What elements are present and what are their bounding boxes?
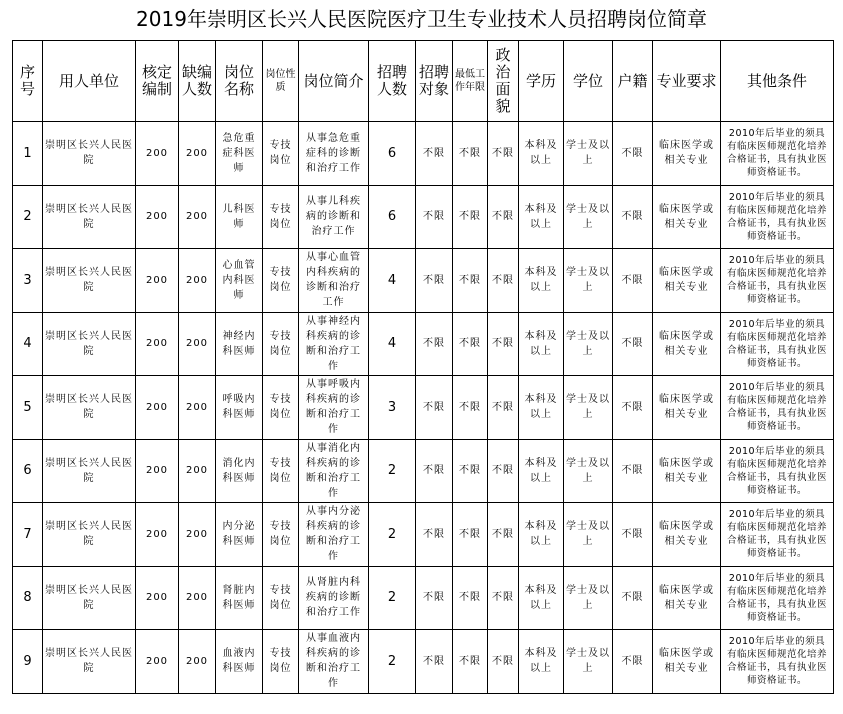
cell-vacancy: 200 — [179, 439, 216, 503]
cell-hukou: 不限 — [613, 249, 653, 313]
cell-post: 儿科医师 — [216, 185, 263, 249]
cell-other: 2010年后毕业的须具有临床医师规范化培养合格证书，具有执业医师资格证书。 — [721, 312, 834, 376]
cell-no: 7 — [13, 503, 43, 567]
cell-count: 2 — [369, 630, 416, 694]
cell-education: 本科及以上 — [519, 566, 564, 630]
cell-education: 本科及以上 — [519, 503, 564, 567]
cell-political: 不限 — [488, 312, 519, 376]
cell-vacancy: 200 — [179, 503, 216, 567]
header-row — [13, 41, 834, 122]
cell-years: 不限 — [453, 376, 488, 440]
cell-intro: 从肾脏内科疾病的诊断和治疗工作 — [299, 566, 369, 630]
table-row — [13, 630, 834, 694]
cell-education: 本科及以上 — [519, 376, 564, 440]
cell-post: 血液内科医师 — [216, 630, 263, 694]
cell-education: 本科及以上 — [519, 249, 564, 313]
cell-count: 6 — [369, 185, 416, 249]
cell-political: 不限 — [488, 185, 519, 249]
column-header: 岗位名称 — [216, 41, 263, 122]
cell-quota: 200 — [136, 630, 179, 694]
cell-unit: 崇明区长兴人民医院 — [43, 122, 136, 186]
table-row — [13, 249, 834, 313]
cell-hukou: 不限 — [613, 630, 653, 694]
cell-years: 不限 — [453, 630, 488, 694]
cell-hukou: 不限 — [613, 503, 653, 567]
column-header: 招聘对象 — [416, 41, 453, 122]
cell-target: 不限 — [416, 122, 453, 186]
cell-political: 不限 — [488, 376, 519, 440]
cell-degree: 学士及以上 — [564, 122, 613, 186]
cell-years: 不限 — [453, 122, 488, 186]
cell-post: 消化内科医师 — [216, 439, 263, 503]
cell-nature: 专技岗位 — [263, 312, 299, 376]
cell-nature: 专技岗位 — [263, 376, 299, 440]
cell-quota: 200 — [136, 122, 179, 186]
cell-no: 6 — [13, 439, 43, 503]
cell-no: 1 — [13, 122, 43, 186]
cell-intro: 从事内分泌科疾病的诊断和治疗工作 — [299, 503, 369, 567]
cell-target: 不限 — [416, 566, 453, 630]
cell-intro: 从事神经内科疾病的诊断和治疗工作 — [299, 312, 369, 376]
cell-quota: 200 — [136, 376, 179, 440]
recruitment-table — [12, 40, 834, 694]
table-row — [13, 376, 834, 440]
cell-degree: 学士及以上 — [564, 249, 613, 313]
cell-no: 4 — [13, 312, 43, 376]
column-header: 序号 — [13, 41, 43, 122]
cell-unit: 崇明区长兴人民医院 — [43, 630, 136, 694]
cell-nature: 专技岗位 — [263, 249, 299, 313]
cell-quota: 200 — [136, 439, 179, 503]
cell-quota: 200 — [136, 185, 179, 249]
cell-hukou: 不限 — [613, 312, 653, 376]
cell-degree: 学士及以上 — [564, 439, 613, 503]
cell-other: 2010年后毕业的须具有临床医师规范化培养合格证书，具有执业医师资格证书。 — [721, 566, 834, 630]
cell-degree: 学士及以上 — [564, 630, 613, 694]
cell-intro: 从事儿科疾病的诊断和治疗工作 — [299, 185, 369, 249]
cell-nature: 专技岗位 — [263, 185, 299, 249]
cell-nature: 专技岗位 — [263, 503, 299, 567]
cell-years: 不限 — [453, 566, 488, 630]
cell-post: 呼吸内科医师 — [216, 376, 263, 440]
cell-target: 不限 — [416, 185, 453, 249]
cell-major: 临床医学或相关专业 — [653, 566, 721, 630]
cell-other: 2010年后毕业的须具有临床医师规范化培养合格证书，具有执业医师资格证书。 — [721, 122, 834, 186]
cell-count: 3 — [369, 376, 416, 440]
column-header: 岗位性质 — [263, 41, 299, 122]
cell-nature: 专技岗位 — [263, 439, 299, 503]
cell-count: 2 — [369, 439, 416, 503]
cell-post: 肾脏内科医师 — [216, 566, 263, 630]
cell-vacancy: 200 — [179, 566, 216, 630]
cell-vacancy: 200 — [179, 376, 216, 440]
cell-count: 4 — [369, 312, 416, 376]
cell-political: 不限 — [488, 439, 519, 503]
column-header: 核定编制 — [136, 41, 179, 122]
cell-other: 2010年后毕业的须具有临床医师规范化培养合格证书，具有执业医师资格证书。 — [721, 376, 834, 440]
cell-other: 2010年后毕业的须具有临床医师规范化培养合格证书，具有执业医师资格证书。 — [721, 185, 834, 249]
cell-political: 不限 — [488, 122, 519, 186]
cell-vacancy: 200 — [179, 630, 216, 694]
cell-years: 不限 — [453, 439, 488, 503]
table-row — [13, 503, 834, 567]
cell-unit: 崇明区长兴人民医院 — [43, 185, 136, 249]
cell-major: 临床医学或相关专业 — [653, 503, 721, 567]
cell-education: 本科及以上 — [519, 185, 564, 249]
cell-count: 2 — [369, 503, 416, 567]
cell-years: 不限 — [453, 185, 488, 249]
column-header: 其他条件 — [721, 41, 834, 122]
cell-education: 本科及以上 — [519, 630, 564, 694]
cell-intro: 从事呼吸内科疾病的诊断和治疗工作 — [299, 376, 369, 440]
cell-target: 不限 — [416, 376, 453, 440]
cell-quota: 200 — [136, 312, 179, 376]
cell-count: 6 — [369, 122, 416, 186]
cell-count: 4 — [369, 249, 416, 313]
column-header: 招聘人数 — [369, 41, 416, 122]
cell-intro: 从事血液内科疾病的诊断和治疗工作 — [299, 630, 369, 694]
cell-unit: 崇明区长兴人民医院 — [43, 312, 136, 376]
cell-other: 2010年后毕业的须具有临床医师规范化培养合格证书，具有执业医师资格证书。 — [721, 249, 834, 313]
column-header: 户籍 — [613, 41, 653, 122]
cell-vacancy: 200 — [179, 312, 216, 376]
column-header: 最低工作年限 — [453, 41, 488, 122]
cell-years: 不限 — [453, 312, 488, 376]
cell-no: 8 — [13, 566, 43, 630]
cell-other: 2010年后毕业的须具有临床医师规范化培养合格证书，具有执业医师资格证书。 — [721, 630, 834, 694]
cell-major: 临床医学或相关专业 — [653, 185, 721, 249]
cell-nature: 专技岗位 — [263, 630, 299, 694]
cell-political: 不限 — [488, 630, 519, 694]
column-header: 岗位简介 — [299, 41, 369, 122]
cell-intro: 从事消化内科疾病的诊断和治疗工作 — [299, 439, 369, 503]
cell-vacancy: 200 — [179, 185, 216, 249]
cell-target: 不限 — [416, 249, 453, 313]
column-header: 专业要求 — [653, 41, 721, 122]
cell-vacancy: 200 — [179, 122, 216, 186]
cell-years: 不限 — [453, 503, 488, 567]
cell-unit: 崇明区长兴人民医院 — [43, 503, 136, 567]
page-title: 2019年崇明区长兴人民医院医疗卫生专业技术人员招聘岗位简章 — [136, 7, 707, 31]
cell-hukou: 不限 — [613, 376, 653, 440]
cell-major: 临床医学或相关专业 — [653, 439, 721, 503]
cell-hukou: 不限 — [613, 566, 653, 630]
cell-political: 不限 — [488, 249, 519, 313]
cell-no: 5 — [13, 376, 43, 440]
table-row — [13, 122, 834, 186]
cell-major: 临床医学或相关专业 — [653, 630, 721, 694]
cell-political: 不限 — [488, 503, 519, 567]
table-row — [13, 439, 834, 503]
cell-nature: 专技岗位 — [263, 122, 299, 186]
cell-unit: 崇明区长兴人民医院 — [43, 566, 136, 630]
cell-hukou: 不限 — [613, 122, 653, 186]
column-header: 缺编人数 — [179, 41, 216, 122]
cell-post: 内分泌科医师 — [216, 503, 263, 567]
cell-quota: 200 — [136, 566, 179, 630]
cell-education: 本科及以上 — [519, 312, 564, 376]
cell-degree: 学士及以上 — [564, 566, 613, 630]
cell-major: 临床医学或相关专业 — [653, 122, 721, 186]
cell-hukou: 不限 — [613, 185, 653, 249]
cell-count: 2 — [369, 566, 416, 630]
cell-education: 本科及以上 — [519, 122, 564, 186]
cell-degree: 学士及以上 — [564, 185, 613, 249]
table-row — [13, 185, 834, 249]
cell-target: 不限 — [416, 630, 453, 694]
cell-no: 3 — [13, 249, 43, 313]
cell-education: 本科及以上 — [519, 439, 564, 503]
cell-post: 急危重症科医师 — [216, 122, 263, 186]
cell-intro: 从事心血管内科疾病的诊断和治疗工作 — [299, 249, 369, 313]
column-header: 用人单位 — [43, 41, 136, 122]
cell-target: 不限 — [416, 312, 453, 376]
cell-intro: 从事急危重症科的诊断和治疗工作 — [299, 122, 369, 186]
cell-political: 不限 — [488, 566, 519, 630]
cell-target: 不限 — [416, 439, 453, 503]
cell-other: 2010年后毕业的须具有临床医师规范化培养合格证书，具有执业医师资格证书。 — [721, 503, 834, 567]
cell-nature: 专技岗位 — [263, 566, 299, 630]
cell-unit: 崇明区长兴人民医院 — [43, 376, 136, 440]
cell-post: 神经内科医师 — [216, 312, 263, 376]
table-row — [13, 312, 834, 376]
column-header: 学位 — [564, 41, 613, 122]
cell-other: 2010年后毕业的须具有临床医师规范化培养合格证书，具有执业医师资格证书。 — [721, 439, 834, 503]
cell-vacancy: 200 — [179, 249, 216, 313]
cell-major: 临床医学或相关专业 — [653, 249, 721, 313]
cell-target: 不限 — [416, 503, 453, 567]
cell-quota: 200 — [136, 249, 179, 313]
cell-quota: 200 — [136, 503, 179, 567]
cell-unit: 崇明区长兴人民医院 — [43, 439, 136, 503]
cell-post: 心血管内科医师 — [216, 249, 263, 313]
cell-major: 临床医学或相关专业 — [653, 312, 721, 376]
cell-degree: 学士及以上 — [564, 312, 613, 376]
table-row — [13, 566, 834, 630]
cell-degree: 学士及以上 — [564, 503, 613, 567]
cell-no: 9 — [13, 630, 43, 694]
cell-years: 不限 — [453, 249, 488, 313]
cell-hukou: 不限 — [613, 439, 653, 503]
cell-major: 临床医学或相关专业 — [653, 376, 721, 440]
cell-no: 2 — [13, 185, 43, 249]
column-header: 政治面貌 — [488, 41, 519, 122]
column-header: 学历 — [519, 41, 564, 122]
cell-degree: 学士及以上 — [564, 376, 613, 440]
cell-unit: 崇明区长兴人民医院 — [43, 249, 136, 313]
